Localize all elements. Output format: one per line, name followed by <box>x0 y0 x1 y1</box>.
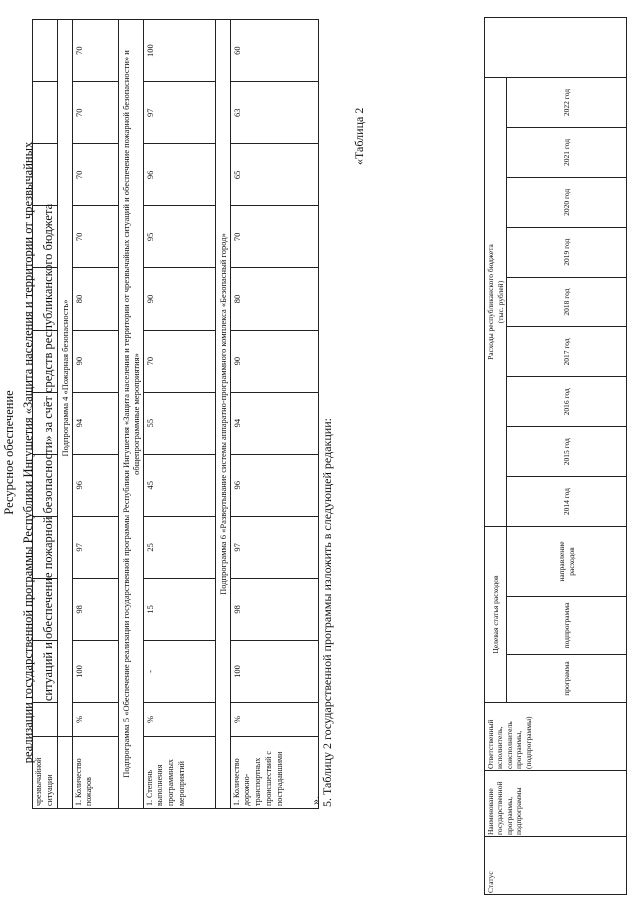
table-row <box>72 20 118 809</box>
year-cell: 2018 год <box>507 277 627 327</box>
value-cell: 100 <box>143 20 215 82</box>
heading-line: ситуаций и обеспечение пожарной безопасности» за счёт средств республиканского бюджета <box>40 203 55 702</box>
value-cell: 98 <box>72 578 118 640</box>
table-row <box>143 20 215 809</box>
col-target: Целевая статья расходов <box>485 527 507 703</box>
value-cell: 63 <box>230 82 318 144</box>
value-cell: 97 <box>72 516 118 578</box>
value-cell: 96 <box>72 454 118 516</box>
value-cell: 98 <box>230 578 318 640</box>
indicators-table <box>32 19 319 809</box>
value-cell: - <box>143 640 215 702</box>
value-cell: 80 <box>230 268 318 330</box>
table-row <box>118 20 143 809</box>
year-cell: 2019 год <box>507 227 627 277</box>
row-name: 1. Количество пожаров <box>72 737 118 809</box>
row-unit: % <box>230 703 318 737</box>
row-name: 1. Степень выполнения программных мероприятий <box>143 737 215 809</box>
col-direction: направление расходов <box>507 527 627 597</box>
value-cell: 70 <box>230 206 318 268</box>
year-cell: 2015 год <box>507 427 627 477</box>
col-program: программа <box>507 655 627 703</box>
empty-cell <box>485 18 627 78</box>
value-cell: 94 <box>72 392 118 454</box>
table-row <box>485 18 507 895</box>
expenses-label: Расходы республиканского бюджета <box>486 244 496 360</box>
value-cell: 100 <box>230 640 318 702</box>
value-cell: 90 <box>72 330 118 392</box>
year-cell: 2021 год <box>507 128 627 178</box>
col-status: Статус <box>485 837 627 895</box>
value-cell: 97 <box>230 516 318 578</box>
row-unit: % <box>143 703 215 737</box>
year-cell: 2020 год <box>507 177 627 227</box>
year-cell: 2016 год <box>507 377 627 427</box>
value-cell: 70 <box>72 82 118 144</box>
table-row <box>230 20 318 809</box>
year-cell: 2022 год <box>507 78 627 128</box>
value-cell: 70 <box>72 144 118 206</box>
value-cell: 96 <box>143 144 215 206</box>
value-cell: 45 <box>143 454 215 516</box>
heading-line: Ресурсное обеспечение <box>2 390 16 515</box>
expenses-units: (тыс. рублей) <box>495 280 505 324</box>
heading-line: реализации государственной программы Республики Ингушетия «Защита населения и территории от чрезвычайных <box>21 141 36 764</box>
subprogram-6-title: Подпрограмма 6 «Развертывание системы аппаратно-программного комплекса «Безопасный город» <box>215 20 230 809</box>
row-unit: % <box>72 703 118 737</box>
resource-table <box>484 17 627 895</box>
value-cell: 90 <box>230 330 318 392</box>
value-cell: 96 <box>230 454 318 516</box>
value-cell: 15 <box>143 578 215 640</box>
value-cell: 70 <box>72 206 118 268</box>
value-cell: 80 <box>72 268 118 330</box>
value-cell: 94 <box>230 392 318 454</box>
value-cell: 60 <box>230 20 318 82</box>
table-row <box>215 20 230 809</box>
value-cell: 100 <box>72 640 118 702</box>
subprogram-5-title: Подпрограмма 5 «Обеспечение реализации государственной программы Республики Ингушетия «Защита населения и территории от чрезвычайных ситуаций и обеспечение пожарной безопасности» и общепрограммные мероприятия» <box>118 20 143 809</box>
value-cell: 95 <box>143 206 215 268</box>
table-2-heading <box>0 0 58 905</box>
closing-quote: ». <box>308 796 322 805</box>
value-cell: 25 <box>143 516 215 578</box>
col-subprogram: подпрограмма <box>507 597 627 655</box>
value-cell: 55 <box>143 392 215 454</box>
value-cell: 70 <box>72 20 118 82</box>
header-label-cell: чрезвычайной ситуации <box>33 737 58 809</box>
row-name: 1. Количество дорожно-транспортных происшествий с пострадавшими <box>230 737 318 809</box>
table-row <box>57 20 72 809</box>
col-name: Наименование государственной программы, подпрограммы <box>485 771 627 837</box>
edit-instruction: 5. Таблицу 2 государственной программы изложить в следующей редакции: <box>320 418 334 807</box>
col-expenses <box>485 78 507 527</box>
subprogram-4-title: Подпрограмма 4 «Пожарная безопасность» <box>57 20 72 737</box>
value-cell: 97 <box>143 82 215 144</box>
table-reference: «Таблица 2 <box>352 107 366 165</box>
value-cell: 65 <box>230 144 318 206</box>
col-executor: Ответственный исполнитель, соисполнитель программы, (подпрограммы) <box>485 703 627 771</box>
year-cell: 2014 год <box>507 477 627 527</box>
year-cell: 2017 год <box>507 327 627 377</box>
value-cell: 90 <box>143 268 215 330</box>
value-cell: 70 <box>143 330 215 392</box>
